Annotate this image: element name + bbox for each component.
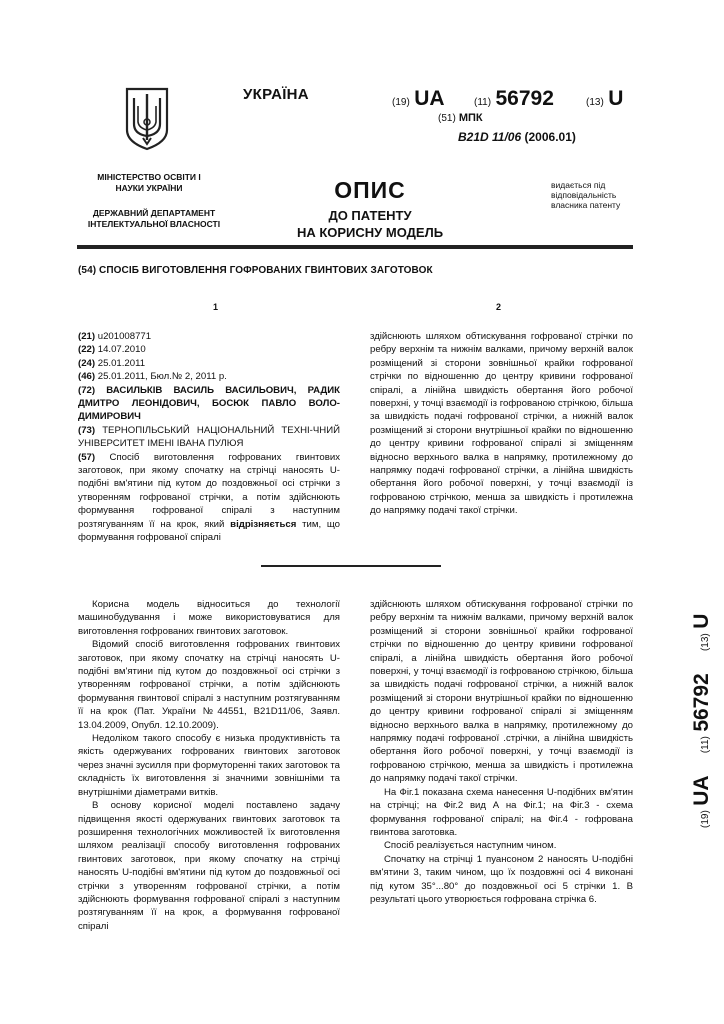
side-code-13: (13) [700,633,711,652]
ipc-classification [458,130,576,144]
description-paragraph: Корисна модель відноситься до технології машинобудування і може використовуватися для виготовлення гофрованих гвинтових заготовок. [78,599,340,637]
ministry-name: МІНІСТЕРСТВО ОСВІТИ І НАУКИ УКРАЇНИ [97,172,201,193]
field-24-code: (24) [78,357,96,369]
field-46 [78,370,340,383]
field-73-code: (73) [78,424,96,436]
effective-date: 25.01.2011 [97,357,146,369]
field-72-code: (72) [78,384,96,396]
claim-characterizing-word: відрізняється [230,518,297,530]
inid-code-19: (19) [392,97,410,108]
field-22 [78,343,340,356]
issue-note: видається під відповідальність власника патенту [551,180,621,210]
description-paragraph: Недоліком такого способу є низька продуктивність та якість одержуваних гофрованих гвинтових заготовок через значні зусилля при формуторенні таких заготовок та складність їх виготовлення зі значними зовнішніми та внутрішніми діаметрами витків. [78,733,340,798]
description-paragraph: здійснюють шляхом обтискування гофрованої стрічки по ребру верхнім та нижнім валками, причому верхній валок розміщений зі сторони зовнішньої крайки гофрованої стрічки по відношенню до центру кривини гофрованої спіралі, а лінійна швидкість обертання його робочої поверхні, у точці взаємодії із гофрованою стрічкою, більша за швидкість подачі гофрованої стрічки, а нижній валок розміщений зі сторони внутрішньої крайки по відношенню до центру кривини гофрованої спіралі зі зміщенням відносно верхнього валка в напрямку, протилежному до напрямку подачі гофрованої .стрічки, а лінійна швидкість обертання його робочої поверхні, у точці взаємодії із гофрованою стрічкою, менша за швидкість і протилежна до напрямку подачі такої стрічки. [370,599,633,785]
inid-code-11: (11) [474,97,492,108]
publication-date: 25.01.2011, Бюл.№ 2, 2011 р. [97,371,227,383]
side-code-11: (11) [700,736,711,754]
filing-date: 14.07.2010 [97,344,146,356]
side-patent-number: 56792 [690,673,713,732]
field-21-code: (21) [78,331,96,342]
field-24 [78,357,340,370]
claim-text-b: тим, що формування гофрованої спіралі [78,518,341,544]
claim-continuation [370,330,633,518]
inventors: ВАСИЛЬКІВ ВАСИЛЬ ВАСИЛЬОВИЧ, РАДИК ДМИТРО ЛЕОНІДОВИЧ, БОСЮК ПАВЛО ВОЛО-ДИМИРОВИЧ [78,384,340,423]
description-paragraph: Відомий спосіб виготовлення гофрованих гвинтових заготовок, при якому спочатку на стрічці наносять U- подібні вм'ятини під кутом до поздовжньої осі стрічки з утворенням гофрованої стрічки, а потім здійснюють формування гвинтової спіралі з наступним розтягуванням її на крок (Пат. України №44551, B21D11/06, Заявл. 13.04.2009, Опубл. 12.10.2009). [78,639,340,731]
header-divider [77,245,633,249]
field-72 [78,384,340,424]
country-code: UA [414,87,445,110]
ipc-date: (2006.01) [524,130,576,144]
side-kind-code: U [690,613,713,629]
field-22-code: (22) [78,344,96,356]
side-code-19: (19) [700,810,711,828]
owner: ТЕРНОПІЛЬСЬКИЙ НАЦІОНАЛЬНИЙ ТЕХНІ-ЧНИЙ УНІВЕРСИТЕТ ІМЕНІ ІВАНА ПУЛЮЯ [78,424,340,450]
publication-identifiers [392,87,445,111]
description-paragraph: Спочатку на стрічці 1 пуансоном 2 наносять U-подібні вм'ятини 3, таким чином, що їх поздовжні осі 4 виконані під кутом 35°...80° до поздовжньої осі 5 стрічки 1. В результаті цього утворюється гофрована стрічка 6. [370,853,633,905]
side-country-code: UA [690,775,713,806]
section-divider [261,565,441,567]
kind-code: U [608,87,624,110]
coat-of-arms-icon [124,86,170,152]
claim-continuation-text: здійснюють шляхом обтискування гофрованої стрічки по ребру верхнім та нижнім валками, причому верхній валок розміщений зі сторони зовнішньої крайки гофрованої стрічки по відношенню до центру кривини гофрованої спіралі, а лінійна швидкість обертання його робочої поверхні, у точці взаємодії із гофрованою стрічкою, більша за швидкість подачі гофрованої стрічки, а нижній валок розміщений зі сторони внутрішньої крайки по відношенню до центру кривини гофрованої спіралі зі зміщенням відносно верхнього валка в напрямку, протилежному до напрямку подачі гофрованої стрічки, а лінійна швидкість обертання його робочої поверхні, у точці взаємодії із гофрованою стрічкою, менша за швидкість і протилежна до напрямку подачі такої стрічки. [370,331,633,517]
column-number-2: 2 [496,302,502,312]
document-type: ОПИС [334,177,406,203]
field-57-code: (57) [78,451,96,463]
mpk-text: МПК [458,112,483,124]
bibliographic-data [78,330,340,545]
kind-code-group [586,87,623,111]
country-name: УКРАЇНА [243,86,309,103]
patent-number: 56792 [495,87,554,110]
column-number-1: 1 [213,302,219,312]
mpk-label [438,112,483,124]
description-paragraph: Спосіб реалізується наступним чином. [384,840,557,852]
field-73 [78,424,340,451]
document-subtitle-2: НА КОРИСНУ МОДЕЛЬ [296,225,444,240]
patent-number-group [474,87,554,111]
department-name: ДЕРЖАВНИЙ ДЕПАРТАМЕНТ ІНТЕЛЕКТУАЛЬНОЇ ВЛАСНОСТІ [87,208,221,229]
document-subtitle-1: ДО ПАТЕНТУ [328,208,412,223]
ipc-code: B21D 11/06 [458,130,522,144]
description-paragraph: В основу корисної моделі поставлено задачу підвищення якості одержуваних гвинтових заготовок та розширення технологічних можливостей їх виготовлення шляхом реалізації способу виготовлення гофрованих гвинтових заготовок, при якому спочатку на стрічці наносять U-подібні вм'ятини під кутом до поздовжньої осі стрічки з утворенням гофрованої стрічки, а потім здійснюють формування гофрованої спіралі з наступним розтягуванням її на крок, а формування гофрованої спіралі [78,800,340,932]
inid-code-13: (13) [586,97,604,108]
description-column-left [78,598,340,933]
field-21 [78,330,340,343]
description-column-right [370,598,633,906]
field-46-code: (46) [78,371,96,383]
inid-code-51: (51) [438,113,456,124]
field-57 [78,451,340,545]
claim-text-a: Спосіб виготовлення гофрованих гвинтових заготовок, при якому спочатку на стрічці наносять U-подібні вм'ятини під кутом до поздовжньої осі стрічки з утворенням гофрованої стрічки, а потім здійснюють формування гофрованої спіралі з наступним розтягуванням її на крок, який [78,451,340,530]
description-paragraph: На Фіг.1 показана схема нанесення U-подібних вм'ятин на стрічці; на Фіг.2 вид А на Фіг.1; на Фіг.3 - схема формування гофрованої спіралі; на Фіг.4 - гофрована гвинтова заготовка. [370,786,633,838]
side-patent-identifier [690,614,714,828]
application-number: u201008771 [97,331,152,342]
invention-title: (54) СПОСІБ ВИГОТОВЛЕННЯ ГОФРОВАНИХ ГВИНТОВИХ ЗАГОТОВОК [78,265,433,276]
